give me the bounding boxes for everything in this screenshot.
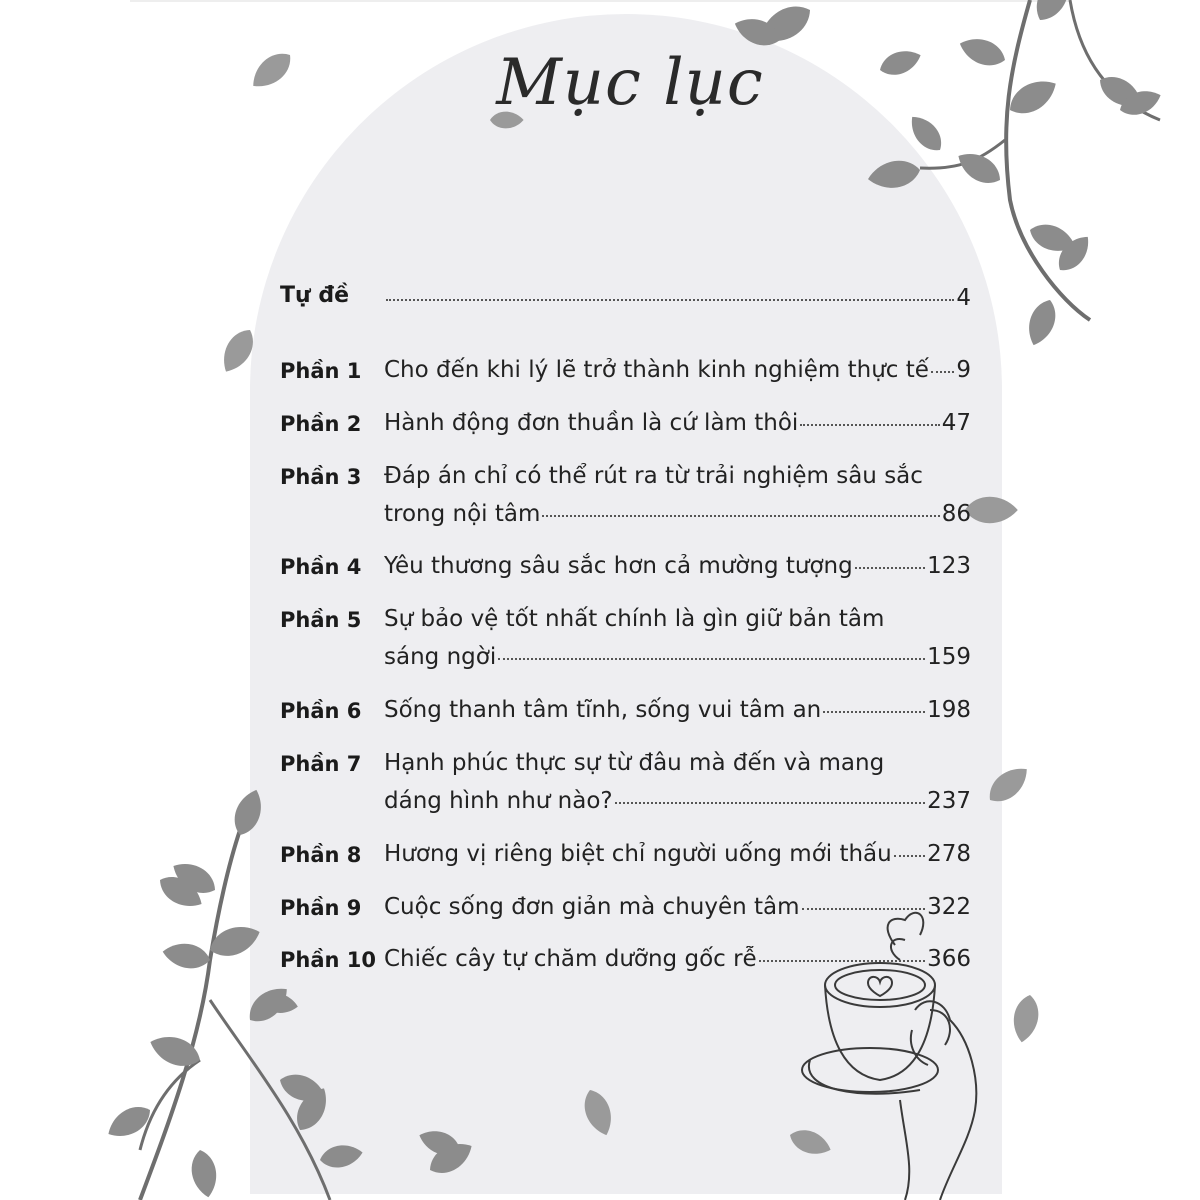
toc-entry-line — [384, 788, 971, 814]
toc-entry-title: Sống thanh tâm tĩnh, sống vui tâm an — [384, 697, 822, 723]
toc-entry-line — [384, 841, 971, 867]
toc-entry-line — [384, 501, 971, 527]
toc-page-number: 86 — [941, 501, 971, 527]
toc-entry-line — [384, 606, 971, 632]
toc-page-number: 159 — [927, 644, 971, 670]
dot-leader — [802, 908, 926, 910]
toc-entry-title: Chiếc cây tự chăm dưỡng gốc rễ — [384, 946, 757, 972]
toc-page-number: 366 — [927, 946, 971, 972]
toc-page-number: 9 — [956, 357, 971, 383]
toc-part-label: Phần 7 — [280, 752, 362, 776]
toc-part-label: Phần 9 — [280, 896, 362, 920]
toc-entry-line — [384, 750, 971, 776]
toc-entry-title: Hạnh phúc thực sự từ đâu mà đến và mang — [384, 750, 885, 776]
toc-entry-line — [384, 697, 971, 723]
toc-entry-title: Hành động đơn thuần là cứ làm thôi — [384, 410, 799, 436]
toc-entry-line — [384, 644, 971, 670]
toc-page-number: 237 — [927, 788, 971, 814]
toc-part-label: Phần 2 — [280, 412, 362, 436]
toc-entry-title: Yêu thương sâu sắc hơn cả mường tượng — [384, 553, 853, 579]
dot-leader — [800, 424, 939, 426]
dot-leader — [823, 711, 925, 713]
toc-part-label: Phần 4 — [280, 555, 362, 579]
dot-leader — [498, 658, 925, 660]
dot-leader — [542, 515, 939, 517]
dot-leader — [855, 567, 925, 569]
toc-part-label: Phần 3 — [280, 465, 362, 489]
toc-entry-title: Đáp án chỉ có thể rút ra từ trải nghiệm sâu sắc — [384, 463, 923, 489]
toc-part-label: Phần 8 — [280, 843, 362, 867]
toc-entry-title: Cho đến khi lý lẽ trở thành kinh nghiệm thực tế — [384, 357, 929, 383]
toc-part-label: Phần 10 — [280, 948, 376, 972]
dot-leader — [386, 299, 954, 301]
toc-page-number: 198 — [927, 697, 971, 723]
toc-page-number: 123 — [927, 553, 971, 579]
dot-leader — [615, 802, 925, 804]
toc-page-number: 4 — [956, 285, 971, 311]
toc-part-label: Tự đề — [280, 283, 349, 308]
toc-part-label: Phần 1 — [280, 359, 362, 383]
toc-entry-title: Hương vị riêng biệt chỉ người uống mới thấu — [384, 841, 892, 867]
dot-leader — [931, 371, 954, 373]
page-title: Mục lục — [496, 46, 764, 120]
toc-entry-line — [384, 946, 971, 972]
toc-entry-line — [384, 410, 971, 436]
toc-entry-title: Cuộc sống đơn giản mà chuyên tâm — [384, 894, 800, 920]
toc-page-number: 278 — [927, 841, 971, 867]
toc-part-label: Phần 5 — [280, 608, 362, 632]
toc-entry-title: sáng ngời — [384, 644, 497, 670]
toc-entry-title: Sự bảo vệ tốt nhất chính là gìn giữ bản tâm — [384, 606, 885, 632]
toc-entry-line — [384, 357, 971, 383]
toc-entry-title: dáng hình như nào? — [384, 788, 613, 814]
toc-entry-line — [384, 285, 971, 311]
toc-entry-title: trong nội tâm — [384, 501, 541, 527]
toc-entry-line — [384, 463, 971, 489]
dot-leader — [759, 960, 925, 962]
toc-part-label: Phần 6 — [280, 699, 362, 723]
toc-entry-line — [384, 894, 971, 920]
dot-leader — [894, 855, 925, 857]
toc-page-number: 47 — [941, 410, 971, 436]
toc-page-number: 322 — [927, 894, 971, 920]
toc-entry-line — [384, 553, 971, 579]
